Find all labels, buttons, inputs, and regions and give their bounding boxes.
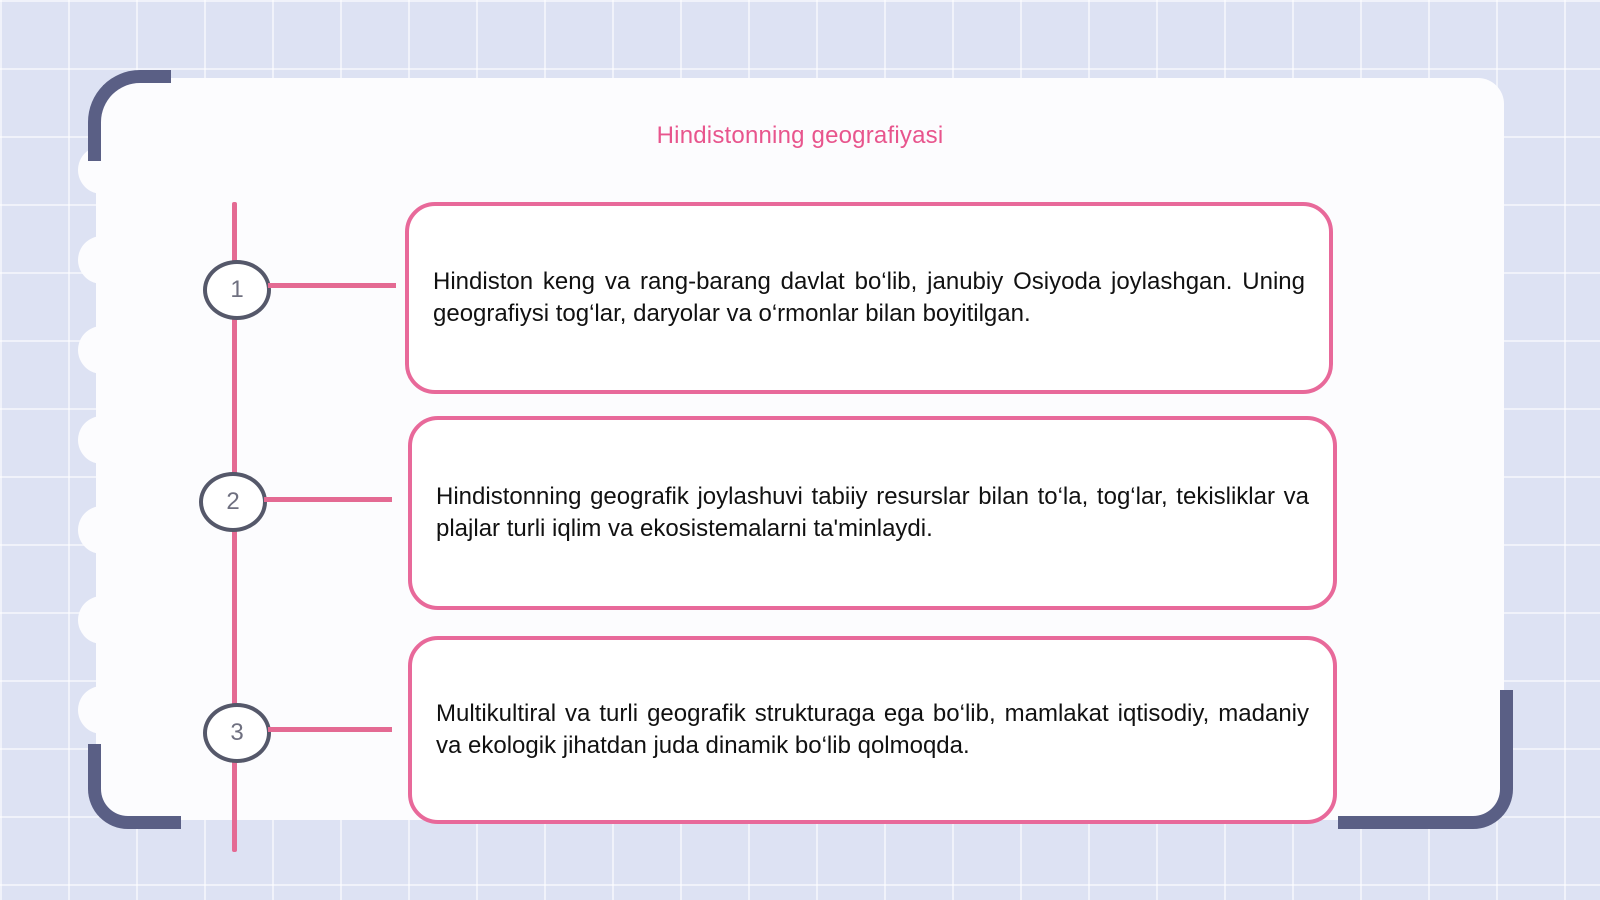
paper-scallop: [78, 326, 126, 374]
paper-scallop: [78, 416, 126, 464]
paper-scallop: [78, 236, 126, 284]
step-box-3: [408, 636, 1337, 824]
slide-title: Hindistonning geografiyasi: [656, 122, 944, 149]
step-text-1: Hindiston keng va rang-barang davlat bo‘lib, janubiy Osiyoda joylashgan. Uning geografiysi tog‘lar, daryolar va o‘rmonlar bilan boyitilgan.: [433, 268, 1305, 327]
step-text-3: Multikultiral va turli geografik strukturaga ega bo‘lib, mamlakat iqtisodiy, madaniy va ekologik jihatdan juda dinamik bo‘lib qolmoqda.: [436, 700, 1309, 759]
step-box-2: [408, 416, 1337, 610]
step-text-2: Hindistonning geografik joylashuvi tabiiy resurslar bilan to‘la, tog‘lar, tekisliklar va plajlar turli iqlim va ekosistemalarni ta'minlaydi.: [436, 483, 1309, 542]
paper-scallop: [78, 596, 126, 644]
frame-corner-top-left: [88, 70, 171, 161]
step-connector: [268, 283, 396, 288]
step-connector: [264, 497, 392, 502]
step-number-2: 2: [199, 472, 267, 532]
frame-corner-bottom-left: [88, 744, 181, 829]
paper-scallop: [78, 686, 126, 734]
step-connector: [268, 727, 392, 732]
step-number-3: 3: [203, 703, 271, 763]
step-number-1: 1: [203, 260, 271, 320]
step-box-1: [405, 202, 1333, 394]
paper-scallop: [78, 506, 126, 554]
frame-corner-bottom-right: [1338, 690, 1513, 829]
